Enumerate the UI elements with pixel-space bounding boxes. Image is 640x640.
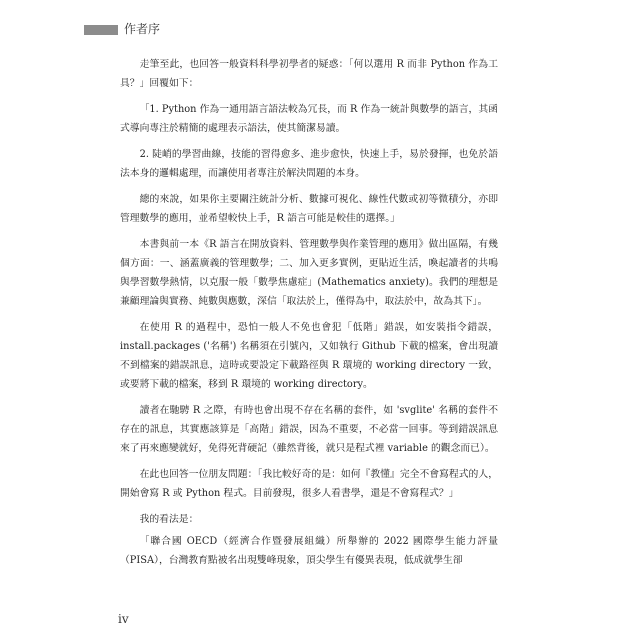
page-number: iv bbox=[118, 612, 129, 626]
paragraph: 在使用 R 的過程中，恐怕一般人不免也會犯「低階」錯誤，如安裝指令錯誤，install.packages ('名稱') 名稱須在引號內，又如執行 Github 下載的檔案，會出現讀不到檔案的錯誤訊息，這時或要設定下載路徑與 R 環境的 working directory 一致，或要將下載的檔案，移到 R 環境的 working directory。 bbox=[120, 322, 498, 390]
paragraph: 走筆至此，也回答一般資料科學初學者的疑惑：「何以選用 R 而非 Python 作為工具？」回覆如下： bbox=[120, 59, 498, 89]
paragraph: 總的來說，如果你主要關注統計分析、數據可視化、線性代數或初等微積分，亦即管理數學的應用，並希望較快上手，R 語言可能是較佳的選擇。」 bbox=[120, 194, 498, 224]
paragraph: 2. 陡峭的學習曲線，技能的習得愈多、進步愈快，快速上手，易於發揮，也免於語法本身的邏輯處理，而讓使用者專注於解決問題的本身。 bbox=[120, 149, 498, 179]
paragraph: 讀者在馳騁 R 之際，有時也會出現不存在名稱的套件，如 'svglite' 名稱的套件不存在的訊息，其實應該算是「高階」錯誤，因為不重要，不必當一回事。等到錯誤訊息來了再來應變就好，免得死背硬記（雖然背後，就只是程式裡 variable 的觀念而已）。 bbox=[120, 405, 498, 454]
paragraph: 我的看法是： bbox=[139, 514, 199, 525]
running-header-title: 作者序 bbox=[124, 22, 161, 36]
header-bar bbox=[84, 25, 118, 35]
paragraph: 「聯合國 OECD（經濟合作暨發展組織）所舉辦的 2022 國際學生能力評量（PISA），台灣教育點被名出現雙峰現象，頂尖學生有優異表現，低成就學生卻 bbox=[120, 536, 498, 566]
paragraph: 「1. Python 作為一通用語言語法較為冗長，而 R 作為一統計與數學的語言，其函式導向專注於精簡的處理表示語法，使其簡潔易讀。 bbox=[120, 104, 498, 134]
body-text bbox=[120, 55, 498, 577]
paragraph: 本書與前一本《R 語言在開放資料、管理數學與作業管理的應用》做出區隔，有幾個方面：一、涵蓋廣義的管理數學；二、加入更多實例，更貼近生活，喚起讀者的共鳴與學習數學熱情，以克服一般「數學焦慮症」(Mathematics anxiety)。我們的理想是兼顧理論與實務、純數與應數，深信「取法於上，僅得為中，取法於中，故為其下」。 bbox=[120, 239, 498, 307]
paragraph: 在此也回答一位朋友問題：「我比較好奇的是：如何『教懂』完全不會寫程式的人，開始會寫 R 或 Python 程式。目前發現，很多人看書學，還是不會寫程式？」 bbox=[120, 469, 498, 499]
